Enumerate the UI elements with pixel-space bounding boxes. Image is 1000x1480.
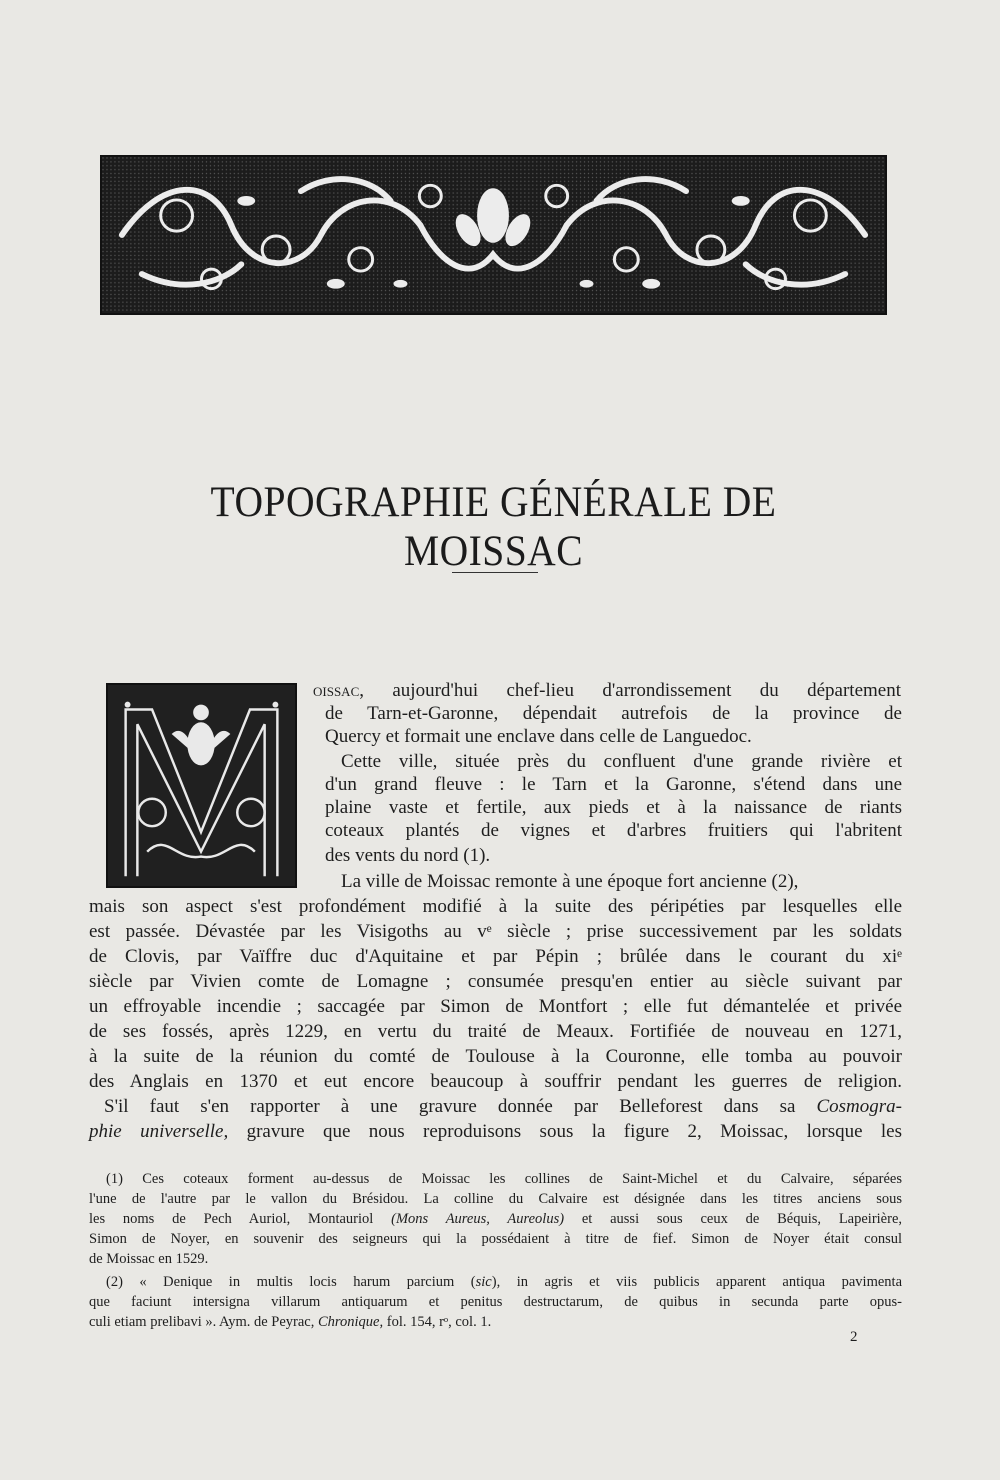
title-divider (452, 572, 538, 573)
body-line: S'il faut s'en rapporter à une gravure donnée par Belleforest dans sa Cosmogra- (104, 1096, 902, 1117)
body-line: de Clovis, par Vaïffre duc d'Aquitaine et par Pépin ; brûlée dans le courant du xiᵉ (89, 946, 902, 967)
footnote-line: (2) « Denique in multis locis harum parcium (sic), in agris et viis publicis apparent antiqua pavimenta (106, 1274, 902, 1290)
footnote-line: culi etiam prelibavi ». Aym. de Peyrac, Chronique, fol. 154, rᵒ, col. 1. (89, 1314, 492, 1330)
body-line: plaine vaste et fertile, aux pieds et à la naissance de riants (325, 797, 902, 818)
body-line: Quercy et formait une enclave dans celle de Languedoc. (325, 726, 752, 747)
footnote-line: l'une de l'autre par le vallon du Brésidou. La colline du Calvaire est désignée dans les titres anciens sous (89, 1191, 902, 1207)
footnote-line: (1) Ces coteaux forment au-dessus de Moissac les collines de Saint-Michel et du Calvaire, séparées (106, 1171, 902, 1187)
body-line: coteaux plantés de vignes et d'arbres fruitiers qui l'abritent (325, 820, 902, 841)
body-line: à la suite de la réunion du comté de Toulouse à la Couronne, elle tomba au pouvoir (89, 1046, 902, 1067)
page-number: 2 (850, 1329, 858, 1345)
page-title: TOPOGRAPHIE GÉNÉRALE DE MOISSAC (210, 479, 777, 575)
body-line: de ses fossés, après 1229, en vertu du traité de Meaux. Fortifiée de nouveau en 1271, (89, 1021, 902, 1042)
body-line: oissac, aujourd'hui chef-lieu d'arrondissement du département (313, 680, 901, 701)
body-line: des Anglais en 1370 et eut encore beaucoup à souffrir pendant les guerres de religion. (89, 1071, 902, 1092)
body-line: de Tarn-et-Garonne, dépendait autrefois de la province de (325, 703, 902, 724)
body-line: un effroyable incendie ; saccagée par Simon de Montfort ; elle fut démantelée et privée (89, 996, 902, 1017)
body-line: des vents du nord (1). (325, 845, 491, 866)
footnote-line: que faciunt intersigna villarum antiquarum et penitus destructarum, de quibus in secunda parte opus- (89, 1294, 902, 1310)
body-line: phie universelle, gravure que nous reproduisons sous la figure 2, Moissac, lorsque les (89, 1121, 903, 1142)
body-line: est passée. Dévastée par les Visigoths au vᵉ siècle ; prise successivement par les soldats (89, 921, 902, 942)
body-line: siècle par Vivien comte de Lomagne ; consumée presqu'en entier au siècle suivant par (89, 971, 902, 992)
footnote-line: de Moissac en 1529. (89, 1251, 209, 1267)
arabesque-ornament (102, 157, 885, 313)
ornamental-header-banner (100, 155, 887, 315)
ornamental-drop-cap (106, 683, 297, 888)
body-line: Cette ville, située près du confluent d'une grande rivière et (341, 751, 902, 772)
body-line: d'un grand fleuve : le Tarn et la Garonne, s'étend dans une (325, 774, 902, 795)
footnote-line: Simon de Noyer, en souvenir des seigneurs qui la possédaient à titre de fief. Simon de Noyer était consul (89, 1231, 902, 1247)
drop-cap-m-eagle-ornament (108, 685, 295, 886)
body-line: La ville de Moissac remonte à une époque fort ancienne (2), (341, 871, 799, 892)
body-line: mais son aspect s'est profondément modifié à la suite des péripéties par lesquelles elle (89, 896, 902, 917)
footnote-line: les noms de Pech Auriol, Montauriol (Mons Aureus, Aureolus) et aussi sous ceux de Béquis, Lapeirière, (89, 1211, 903, 1227)
